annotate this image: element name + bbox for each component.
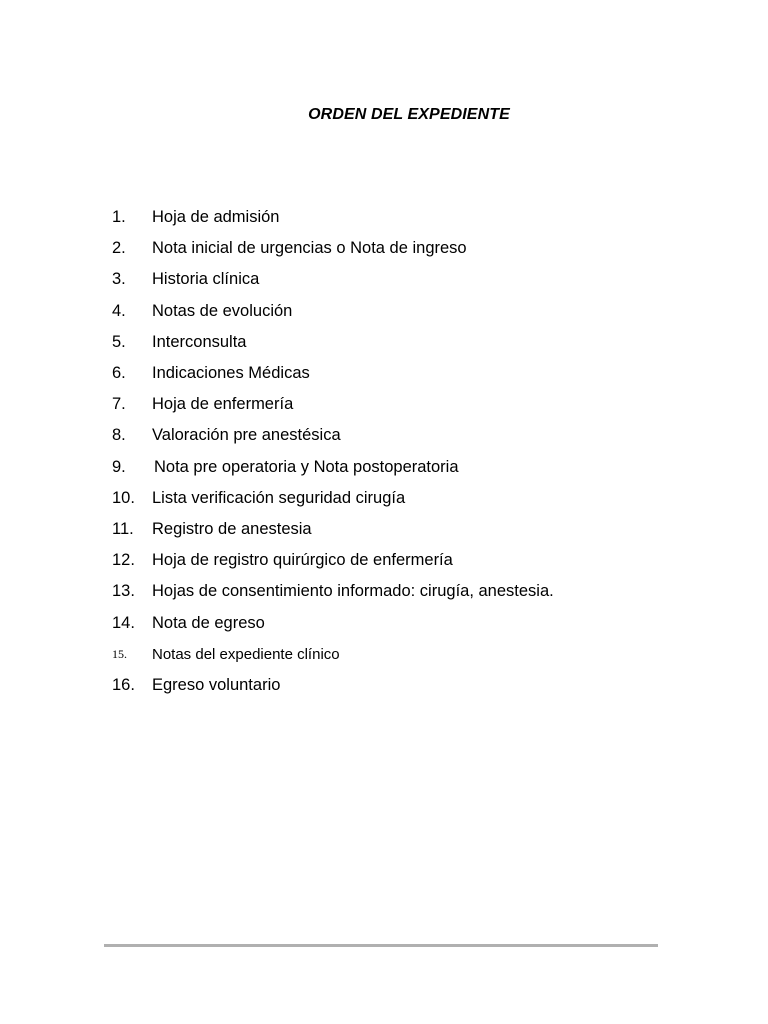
list-item [112,545,554,576]
item-number: 7. [112,395,126,414]
list-item [112,296,554,327]
item-number: 8. [112,426,126,445]
list-item [112,389,554,420]
document-order-list [112,202,554,701]
item-number: 4. [112,301,126,320]
list-item [112,514,554,545]
item-number: 15. [112,646,127,661]
item-text: Interconsulta [152,332,247,351]
item-number: 5. [112,332,126,351]
item-number: 6. [112,364,126,383]
item-text: Nota de egreso [152,613,265,632]
item-number: 16. [112,675,135,694]
item-number: 10. [112,488,135,507]
item-text: Lista verificación seguridad cirugía [152,488,406,507]
item-number: 9. [112,457,126,476]
item-text: Notas del expediente clínico [152,645,340,663]
page-title: ORDEN DEL EXPEDIENTE [308,106,510,123]
item-text: Historia clínica [152,270,260,289]
footer-divider [104,944,658,947]
item-text: Egreso voluntario [152,675,281,694]
list-item [112,420,554,451]
item-number: 12. [112,551,135,570]
item-number: 1. [112,208,126,227]
item-number: 3. [112,270,126,289]
list-item [112,358,554,389]
item-number: 2. [112,239,126,258]
item-text: Valoración pre anestésica [152,426,341,445]
item-text: Hoja de registro quirúrgico de enfermería [152,551,453,570]
item-text: Registro de anestesia [152,519,312,538]
list-item [112,233,554,264]
list-item [112,607,554,638]
item-number: 11. [112,519,134,538]
list-item [112,327,554,358]
list-item [112,264,554,295]
item-text: Indicaciones Médicas [152,364,310,383]
item-number: 13. [112,582,135,601]
list-item [112,670,554,701]
list-item [112,202,554,233]
item-text: Notas de evolución [152,301,293,320]
list-item [112,576,554,607]
item-text: Hoja de enfermería [152,395,294,414]
item-text: Nota inicial de urgencias o Nota de ingreso [152,239,467,258]
item-text: Hojas de consentimiento informado: cirugía, anestesia. [152,582,554,601]
item-number: 14. [112,613,135,632]
item-text: Hoja de admisión [152,208,280,227]
list-item [112,483,554,514]
list-item [112,452,554,483]
item-text: Nota pre operatoria y Nota postoperatoria [154,457,459,476]
list-item [112,639,554,670]
